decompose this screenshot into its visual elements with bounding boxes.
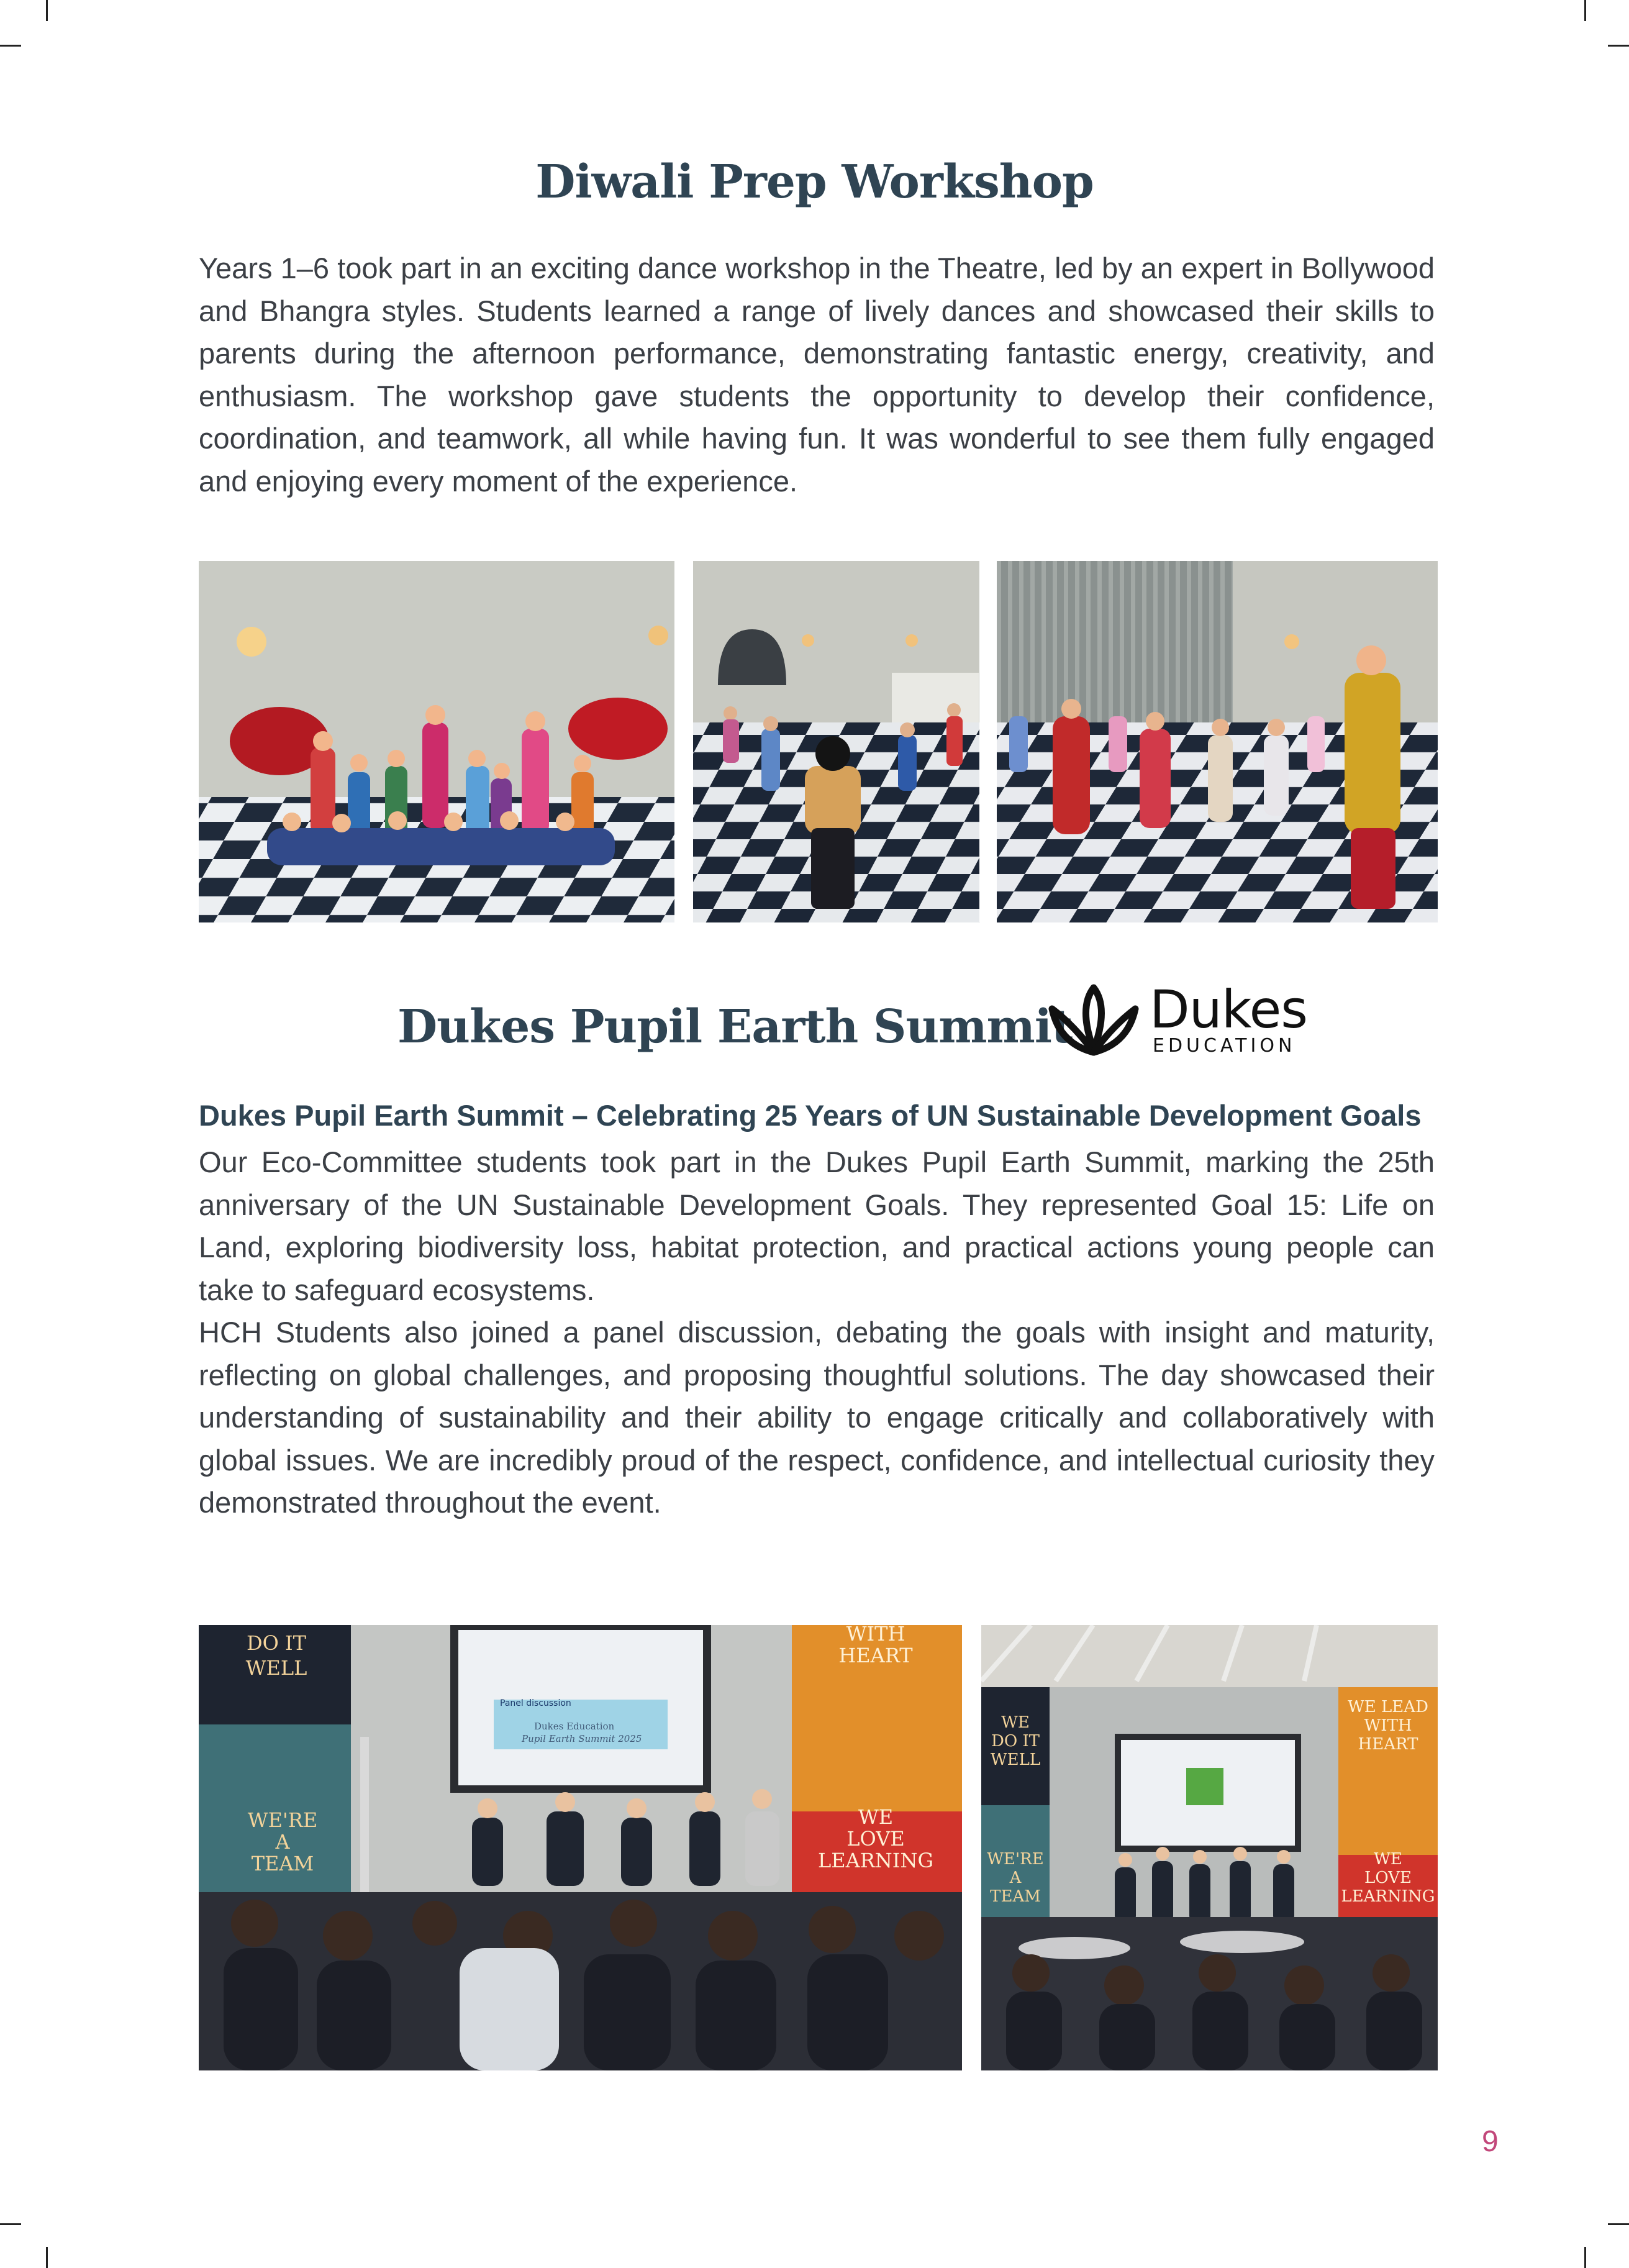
crop-mark [46,2247,48,2268]
crop-mark [1608,45,1629,47]
banner-small-do-it-well: WE [1001,1713,1030,1732]
banner-small-lead: WE LEAD [1348,1698,1428,1716]
screen-brand-text: Dukes Education [534,1721,615,1732]
banner-small-do-it-well-3: WELL [990,1751,1041,1769]
banner-small-lead-3: HEART [1358,1735,1418,1754]
crop-mark [0,2223,21,2225]
banner-small-learn-3: LEARNING [1341,1887,1435,1906]
screen-heading-text: Panel discussion [500,1698,571,1708]
crop-mark [1584,2247,1586,2268]
section-title-diwali: Diwali Prep Workshop [535,155,1094,209]
banner-small-team-3: TEAM [990,1887,1041,1906]
banner-team-line2: A [275,1830,290,1854]
banner-learning-line2: LOVE [846,1827,905,1851]
crop-mark [46,0,48,21]
photo-summit-audience [981,1625,1438,2070]
dukes-education-logo [1047,979,1314,1059]
banner-small-lead-2: WITH [1364,1716,1412,1735]
photo-diwali-dance-left [693,561,979,922]
banner-small-team-2: A [1009,1869,1022,1887]
photo-summit-panel [199,1625,962,2070]
banner-small-team: WE'RE [987,1850,1044,1869]
earth-summit-body-2: HCH Students also joined a panel discussion, debating the goals with insight and maturity, reflecting on global challenges, and proposing thoughtful solutions. The day showcased their understanding of sustainability and their ability to engage critically and collaboratively with global issues. We are incredibly proud of the respect, confidence, and intellectual curiosity they demonstrated throughout the event. [199,1316,1435,1519]
diwali-body-text: Years 1–6 took part in an exciting dance workshop in the Theatre, led by an expert in Bollywood and Bhangra styles. Students learned a range of lively dances and showcased their skills to parents during the afternoon performance, demonstrating fantastic energy, creativity, and enthusiasm. The workshop gave students the opportunity to develop their confidence, coordination, and teamwork, all while having fun. It was wonderful to see them fully engaged and enjoying every moment of the experience. [199,252,1435,498]
banner-small-learn: WE [1374,1850,1402,1869]
photo-diwali-dance-right [997,561,1438,922]
banner-small-do-it-well-2: DO IT [991,1732,1040,1751]
crop-mark [1584,0,1586,21]
banner-team-line3: TEAM [251,1852,314,1875]
lotus-icon [1047,983,1140,1059]
logo-wordmark: Dukes [1150,979,1308,1040]
banner-heart-line1: WITH [846,1625,905,1646]
logo-subtitle: EDUCATION [1153,1035,1296,1057]
banner-do-it-well-line2: WELL [245,1656,307,1680]
earth-summit-subheading: Dukes Pupil Earth Summit – Celebrating 25 Years of UN Sustainable Development Goals [199,1099,1422,1132]
photo-diwali-group [199,561,674,922]
crop-mark [0,45,21,47]
earth-summit-body-1: Our Eco-Committee students took part in the Dukes Pupil Earth Summit, marking the 25th anniversary of the UN Sustainable Development Goals. They represented Goal 15: Life on Land, exploring biodiversity loss, habitat protection, and practical actions young people can take to safeguard ecosystems. [199,1145,1435,1306]
screen-event-text: Pupil Earth Summit 2025 [522,1733,642,1744]
page-number: 9 [1482,2125,1499,2158]
banner-do-it-well-line1: DO IT [246,1631,307,1655]
banner-small-learn-2: LOVE [1364,1869,1412,1887]
banner-learning-line3: LEARNING [817,1849,934,1872]
section-title-earth-summit: Dukes Pupil Earth Summit [397,1000,1073,1054]
banner-learning-line1: WE [858,1805,894,1829]
crop-mark [1608,2223,1629,2225]
banner-heart-line2: HEART [838,1644,913,1667]
banner-team-line1: WE'RE [247,1808,318,1832]
